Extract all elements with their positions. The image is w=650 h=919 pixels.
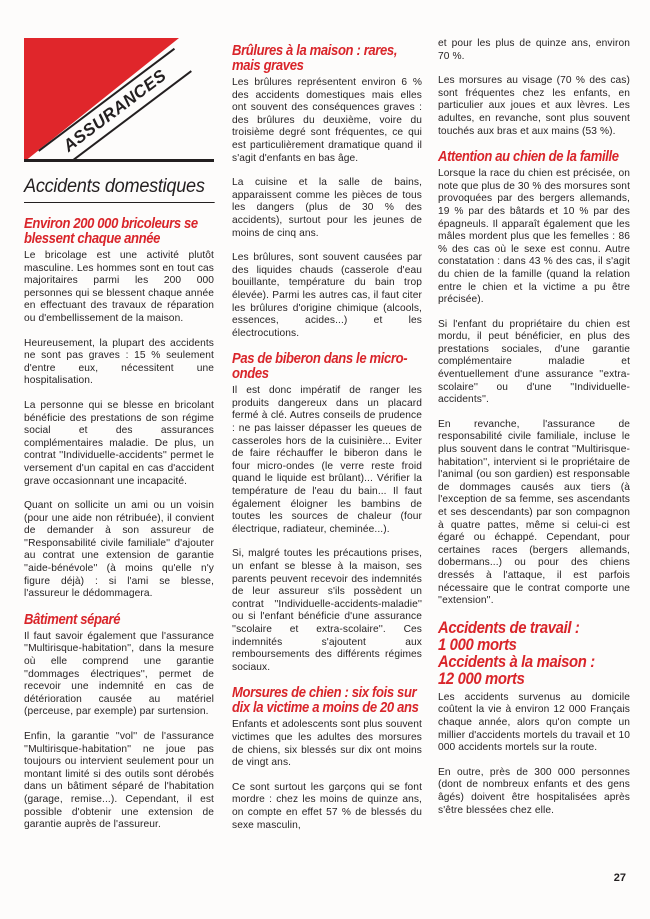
- paragraph: Ce sont surtout les garçons qui se font mordre : chez les moins de quinze ans, on compte en effet 57 % de blessés du sexe masculin,: [232, 781, 422, 831]
- page-number: 27: [613, 872, 626, 884]
- paragraph: La cuisine et la salle de bains, apparaissent comme les pièces de tous les dangers (plus de 30 % des accidents), surtout pour les jeunes de moins de cinq ans.: [232, 177, 422, 239]
- heading-accidents-block: [438, 620, 630, 688]
- paragraph: Enfants et adolescents sont plus souvent victimes que les adultes des morsures de chiens, six blessés sur dix ont moins de vingt ans.: [232, 719, 422, 769]
- paragraph: La personne qui se blesse en bricolant bénéficie des prestations de son régime social et des assurances complémentaires maladie. De plus, un contrat ''Individuelle-accidents'' permet le versement d'un capital en cas d'accident grave occasionnant une incapacité.: [24, 399, 214, 487]
- heading-travail-morts: 1 000 morts: [438, 635, 517, 654]
- paragraph: Il faut savoir également que l'assurance ''Multirisque-habitation'', dans la mesure où elle comprend une garantie ''dommages électriques'', permet de recevoir une indemnité en cas de détérioration causée au matériel (perceuse, par exemple) par surtension.: [24, 630, 214, 718]
- paragraph: Lorsque la race du chien est précisée, on note que plus de 30 % des morsures sont provoquées par des bergers allemands, 19 % par des bâtards et 10 % par des épagneuls. Il apparaît également que les mâles mordent plus que les femelles : 86 % des cas où le sexe est connu. Autre constatation : dans 43 % des cas, il s'agit du chien de la famille (quand la relation entre le chien et la victime a pu être précisée).: [438, 168, 630, 306]
- column-middle: [232, 44, 422, 844]
- column-right: [438, 38, 630, 829]
- heading-chien-famille: Attention au chien de la famille: [438, 149, 619, 166]
- heading-accidents-maison: Accidents à la maison :: [438, 652, 595, 671]
- paragraph: Les brûlures représentent environ 6 % des accidents domestiques mais elles ont souvent des conséquences graves : des brûlures du deuxième, voire du troisième degré sont fréquentes, ce qui est particulièrement dramatique quand il s'agit d'enfants en bas âge.: [232, 77, 422, 164]
- heading-batiment-separe: Bâtiment séparé: [24, 611, 121, 628]
- assurances-logo: [24, 38, 214, 162]
- heading-maison-morts: 12 000 morts: [438, 669, 525, 688]
- paragraph: En outre, près de 300 000 personnes (dont de nombreux enfants et des gens âgés) doivent être hospitalisées après s'être blessées chez elle.: [438, 766, 630, 816]
- paragraph: et pour les plus de quinze ans, environ 70 %.: [438, 38, 630, 62]
- heading-bricoleurs: Environ 200 000 bricoleurs se blessent chaque année: [24, 216, 198, 247]
- paragraph: En revanche, l'assurance de responsabilité civile familiale, incluse le plus souvent dans le contrat ''Multirisque-habitation'', intervient si le propriétaire de l'animal (ou son gardien) est responsable de dommages causés aux tiers (à l'exception de sa femme, ses ascendants et ses descendants) par son compagnon à quatre pattes, même si celui-ci est égaré ou échappé. Cependant, pour certaines races (bergers allemands, dobermans...) ou pour des chiens dressés à l'attaque, il est parfois nécessaire que le contrat comporte une ''extension''.: [438, 418, 630, 607]
- heading-morsures: Morsures de chien : six fois sur dix la victime a moins de 20 ans: [232, 685, 419, 717]
- heading-brulures: Brûlures à la maison : rares, mais graves: [232, 43, 398, 74]
- paragraph: Si, malgré toutes les précautions prises, un enfant se blesse à la maison, ses parents peuvent recevoir des indemnités de leur assureur s'ils possèdent un contrat ''Individuelle-accidents-maladie'' ou si l'enfant bénéficie d'une assurance ''scolaire et extra-scolaire''. Ces indemnités s'ajoutent aux remboursements des différents régimes sociaux.: [232, 548, 422, 673]
- section-title: Accidents domestiques: [24, 175, 215, 203]
- paragraph: Enfin, la garantie ''vol'' de l'assurance ''Multirisque-habitation'' ne joue pas toujours ou intervient seulement pour un montant limité si des outils sont dérobés dans un bâtiment séparé de l'habitation (garage, remise...). Cependant, il est possible d'obtenir une extension de garantie auprès de l'assureur.: [24, 731, 214, 831]
- paragraph: Le bricolage est une activité plutôt masculine. Les hommes sont en tout cas majoritaires parmi les 200 000 personnes qui se blessent chaque année en effectuant des travaux de réparation ou d'embellissement de la maison.: [24, 250, 214, 324]
- paragraph: Il est donc impératif de ranger les produits dangereux dans un placard fermé à clé. Autres conseils de prudence : ne pas laisser dépasser les queues de casseroles hors de la cuisinière... Eviter de faire réchauffer le biberon dans le four micro-ondes (le verre reste froid quand le liquide est brûlant)... Vérifier la température de l'eau du bain... Il faut également éloigner les bambins de toutes les sources de chaleur (four électrique, radiateur, cheminée...).: [232, 385, 422, 535]
- logo-rule: [24, 159, 214, 162]
- paragraph: Les brûlures, sont souvent causées par des liquides chauds (casserole d'eau bouillante, température du bain trop élevée). Parmi les autres cas, il faut citer les brûlures d'origine chimique (alcools, essences, acides...) et les électrocutions.: [232, 252, 422, 339]
- paragraph: Heureusement, la plupart des accidents ne sont pas graves : 15 % seulement d'entre eux, nécessitent une hospitalisation.: [24, 337, 214, 387]
- paragraph: Les morsures au visage (70 % des cas) sont fréquentes chez les enfants, en particulier aux joues et aux lèvres. Les adultes, en revanche, sont plus souvent touchés aux bras et aux mains (53 %).: [438, 75, 630, 137]
- paragraph: Les accidents survenus au domicile coûtent la vie à environ 12 000 Français chaque année, alors qu'on compte un millier d'accidents mortels du travail et 10 000 accidents mortels sur la route.: [438, 691, 630, 754]
- logo-text: ASSURANCES: [59, 65, 170, 156]
- heading-accidents-travail: Accidents de travail :: [438, 618, 580, 637]
- heading-biberon: Pas de biberon dans le micro-ondes: [232, 351, 408, 383]
- paragraph: Quant on sollicite un ami ou un voisin (pour une aide non rétribuée), il convient de demander à son assureur de ''Responsabilité civile familiale'' d'ajouter au contrat une extension de garantie ''aide-bénévole'' (à moins qu'elle n'y figure déjà) : si l'ami se blesse, l'assureur le dédommagera.: [24, 500, 214, 600]
- column-left: [24, 38, 214, 844]
- paragraph: Si l'enfant du propriétaire du chien est mordu, il peut bénéficier, en plus des prestations sociales, d'une garantie complémentaire maladie et éventuellement d'une assurance ''extra-scolaire'' ou d'une ''Individuelle-accidents''.: [438, 318, 630, 406]
